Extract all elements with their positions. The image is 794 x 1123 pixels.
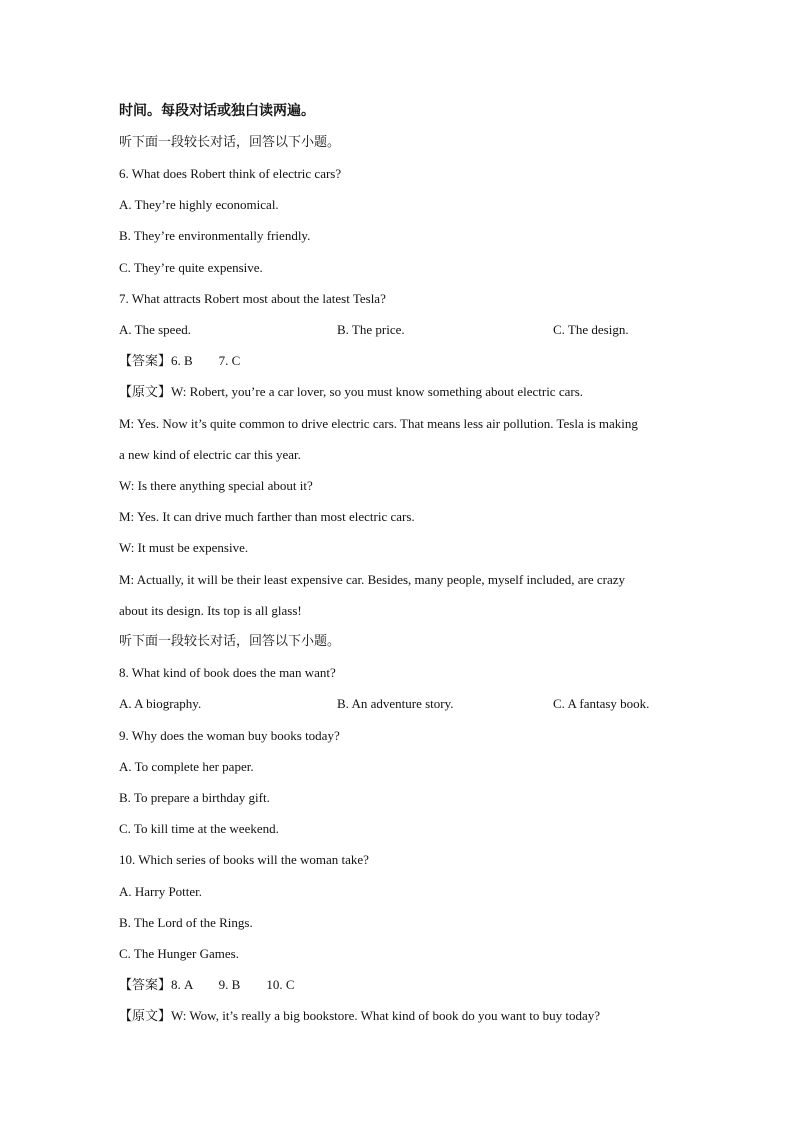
- answer-line: [119, 977, 295, 994]
- question-6: 6. What does Robert think of electric cars?: [119, 166, 342, 181]
- answer-tag: 【答案】: [119, 978, 172, 993]
- option-8c: C. A fantasy book.: [553, 696, 650, 711]
- option-8b: B. An adventure story.: [337, 696, 454, 711]
- section-intro: 听下面一段较长对话，回答以下小题。: [119, 135, 341, 150]
- question-8: 8. What kind of book does the man want?: [119, 665, 336, 680]
- option-9a: A. To complete her paper.: [119, 759, 254, 774]
- option-9c: C. To kill time at the weekend.: [119, 821, 279, 836]
- transcript-text: M: Yes. It can drive much farther than most electric cars.: [119, 509, 415, 524]
- question-7: 7. What attracts Robert most about the latest Tesla?: [119, 291, 386, 306]
- transcript-text: a new kind of electric car this year.: [119, 447, 301, 462]
- transcript-text: M: Yes. Now it’s quite common to drive electric cars. That means less air pollution. Tesla is making: [119, 416, 638, 431]
- option-8a: A. A biography.: [119, 696, 202, 711]
- transcript-tag: 【原文】: [119, 385, 172, 400]
- option-6c: C. They’re quite expensive.: [119, 260, 263, 275]
- option-6b: B. They’re environmentally friendly.: [119, 228, 311, 243]
- transcript-text: W: Robert, you’re a car lover, so you must know something about electric cars.: [171, 384, 584, 399]
- option-6a: A. They’re highly economical.: [119, 197, 279, 212]
- transcript-line: [119, 1008, 600, 1025]
- answer-line: [119, 353, 240, 370]
- answer-text: 8. A 9. B 10. C: [171, 977, 295, 992]
- option-10a: A. Harry Potter.: [119, 884, 203, 899]
- option-9b: B. To prepare a birthday gift.: [119, 790, 270, 805]
- transcript-text: M: Actually, it will be their least expensive car. Besides, many people, myself included, are crazy: [119, 572, 625, 587]
- question-9: 9. Why does the woman buy books today?: [119, 728, 340, 743]
- transcript-text: W: Wow, it’s really a big bookstore. What kind of book do you want to buy today?: [171, 1008, 600, 1023]
- section-intro: 听下面一段较长对话，回答以下小题。: [119, 634, 341, 649]
- option-7a: A. The speed.: [119, 322, 191, 337]
- transcript-text: about its design. Its top is all glass!: [119, 603, 302, 618]
- answer-tag: 【答案】: [119, 354, 172, 369]
- option-10b: B. The Lord of the Rings.: [119, 915, 253, 930]
- option-7c: C. The design.: [553, 322, 629, 337]
- transcript-text: W: It must be expensive.: [119, 540, 249, 555]
- question-10: 10. Which series of books will the woman take?: [119, 852, 369, 867]
- option-7b: B. The price.: [337, 322, 405, 337]
- instruction-text: 时间。每段对话或独白读两遍。: [119, 103, 315, 119]
- transcript-tag: 【原文】: [119, 1009, 172, 1024]
- answer-text: 6. B 7. C: [171, 353, 241, 368]
- transcript-line: [119, 384, 583, 401]
- option-10c: C. The Hunger Games.: [119, 946, 239, 961]
- transcript-text: W: Is there anything special about it?: [119, 478, 313, 493]
